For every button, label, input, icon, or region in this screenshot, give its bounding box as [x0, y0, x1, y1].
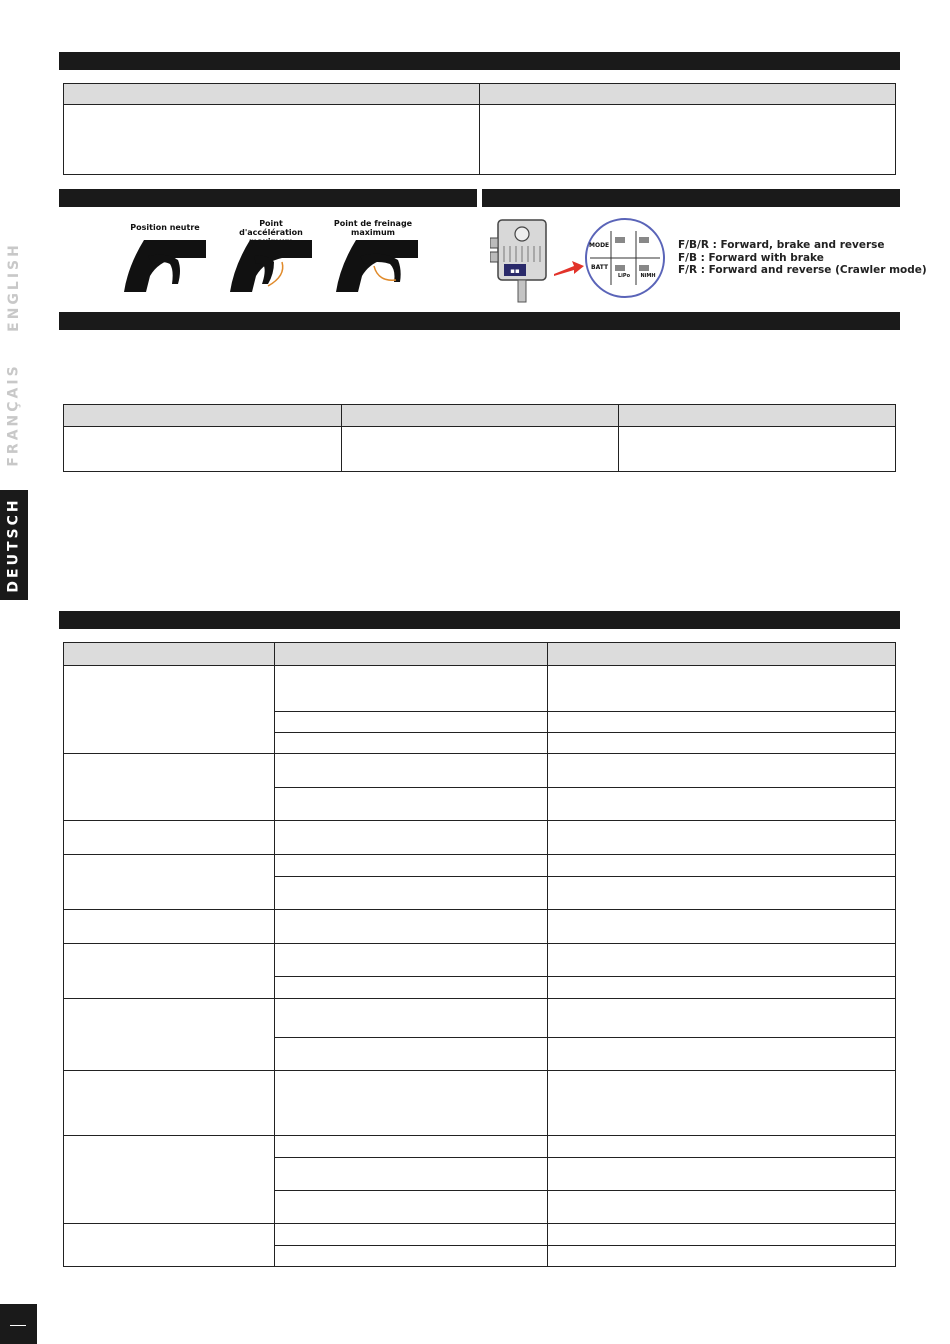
label-max-brake: Point de freinage maximum — [333, 219, 413, 237]
table-3-cell — [64, 999, 275, 1071]
table-3-cell — [548, 821, 896, 855]
table-3-cell — [548, 1038, 896, 1071]
mode-fbr: F/B/R : Forward, brake and reverse — [678, 239, 885, 251]
table-3-cell — [548, 788, 896, 821]
table-3-cell — [275, 1038, 548, 1071]
page-number-box — [0, 1304, 37, 1344]
section-header-bar-1 — [59, 52, 900, 70]
table-3-cell — [275, 1158, 548, 1191]
section-header-bar-2a — [59, 189, 477, 207]
table-3-cell — [548, 855, 896, 877]
table-2-cell — [64, 427, 342, 472]
table-3-cell — [64, 910, 275, 944]
svg-text:▪▪: ▪▪ — [510, 267, 520, 275]
table-3-cell — [64, 666, 275, 754]
table-3-cell — [548, 1246, 896, 1267]
esc-unit-image — [490, 216, 552, 306]
language-tab-english-label: ENGLISH — [6, 242, 23, 332]
label-neutral: Position neutre — [130, 223, 200, 232]
table-3-header — [548, 643, 896, 666]
table-3-cell — [275, 999, 548, 1038]
table-2-cell — [619, 427, 896, 472]
table-3-cell — [548, 754, 896, 788]
table-3-cell — [275, 944, 548, 977]
table-3-cell — [548, 1158, 896, 1191]
nimh-label: NiMH — [640, 273, 656, 279]
table-3-cell — [64, 944, 275, 999]
mode-switch-zoom-image — [584, 217, 666, 299]
table-2-header — [64, 405, 342, 427]
mode-label: MODE — [589, 242, 610, 249]
table-3-cell — [64, 754, 275, 821]
language-tab-francais[interactable] — [0, 360, 28, 470]
table-3-cell — [548, 910, 896, 944]
mode-list — [678, 239, 927, 277]
page-number-dash — [10, 1325, 26, 1326]
table-3-cell — [275, 1224, 548, 1246]
table-3-cell — [548, 712, 896, 733]
table-1-cell — [480, 105, 896, 175]
table-3-cell — [64, 821, 275, 855]
label-max-accel: Point d'accélération — [239, 219, 303, 237]
table-1-header — [480, 84, 896, 105]
table-3 — [63, 642, 896, 1267]
table-3-header — [275, 643, 548, 666]
table-3-cell — [275, 666, 548, 712]
table-2-cell — [342, 427, 619, 472]
table-3-header — [64, 643, 275, 666]
table-3-cell — [275, 712, 548, 733]
table-3-cell — [275, 877, 548, 910]
trigger-brake-image — [330, 236, 425, 296]
arrow-icon — [552, 258, 586, 278]
table-3-cell — [548, 1191, 896, 1224]
mode-fr: F/R : Forward and reverse (Crawler mode) — [678, 264, 927, 276]
language-tab-deutsch[interactable] — [0, 490, 28, 600]
table-3-cell — [275, 821, 548, 855]
table-3-cell — [275, 1136, 548, 1158]
table-3-cell — [275, 1191, 548, 1224]
table-2-header — [619, 405, 896, 427]
section-header-bar-3 — [59, 312, 900, 330]
table-3-cell — [548, 666, 896, 712]
table-3-cell — [275, 1071, 548, 1136]
table-3-cell — [64, 855, 275, 910]
table-3-cell — [548, 733, 896, 754]
table-3-cell — [548, 944, 896, 977]
table-3-cell — [548, 1224, 896, 1246]
table-2-header — [342, 405, 619, 427]
table-3-cell — [275, 754, 548, 788]
table-3-cell — [64, 1071, 275, 1136]
table-3-cell — [275, 977, 548, 999]
trigger-neutral-image — [118, 236, 213, 296]
trigger-accel-image — [224, 236, 319, 296]
batt-label: BATT — [591, 264, 609, 271]
table-3-cell — [548, 1071, 896, 1136]
table-3-cell — [275, 788, 548, 821]
table-3-cell — [275, 855, 548, 877]
table-1-cell — [64, 105, 480, 175]
table-1 — [63, 83, 896, 175]
language-tab-francais-label: FRANÇAIS — [6, 363, 23, 467]
table-3-cell — [548, 877, 896, 910]
section-header-bar-4 — [59, 611, 900, 629]
language-tab-english[interactable] — [0, 233, 28, 341]
table-3-cell — [548, 977, 896, 999]
table-3-cell — [275, 910, 548, 944]
table-1-header — [64, 84, 480, 105]
table-3-cell — [64, 1224, 275, 1267]
table-2 — [63, 404, 896, 472]
table-3-cell — [548, 999, 896, 1038]
section-header-bar-2b — [482, 189, 900, 207]
table-3-cell — [275, 733, 548, 754]
mode-fb: F/B : Forward with brake — [678, 251, 824, 264]
table-3-cell — [275, 1246, 548, 1267]
language-tab-deutsch-label: DEUTSCH — [6, 497, 22, 593]
table-3-cell — [548, 1136, 896, 1158]
table-3-cell — [64, 1136, 275, 1224]
lipo-label: LiPo — [618, 273, 630, 279]
